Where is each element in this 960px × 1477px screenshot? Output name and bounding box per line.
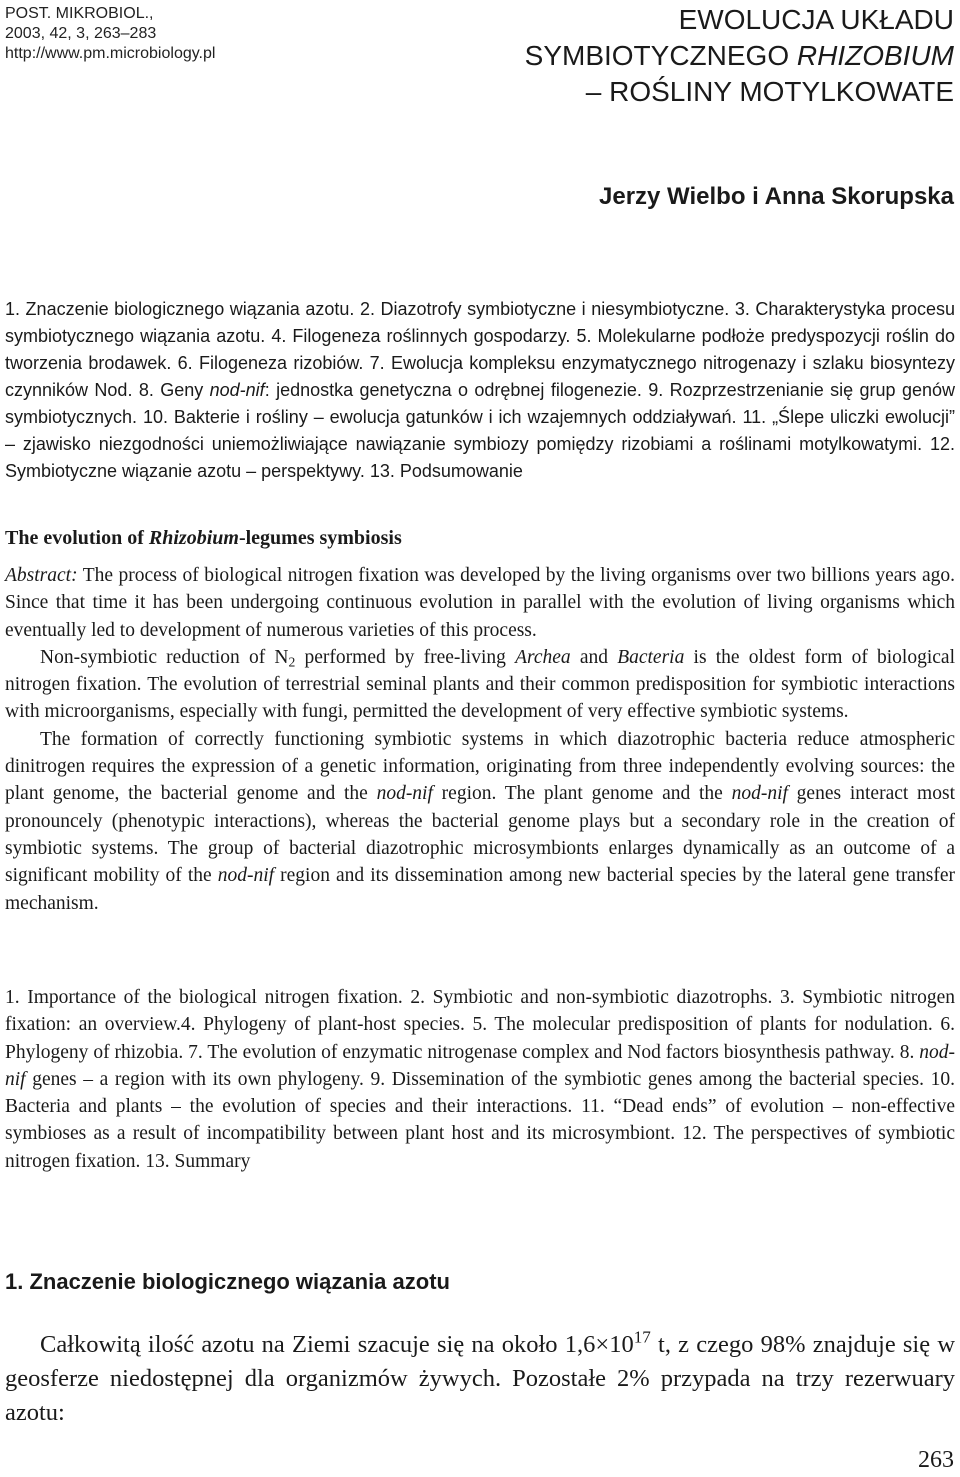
- section-1-body: [5, 1328, 955, 1430]
- abstract-label: Abstract:: [5, 565, 78, 586]
- abstract-p3-d: region and its dissemination among new bacterial species by the lateral gene transfer mechanism.: [5, 865, 956, 914]
- page-number: 263: [918, 1447, 954, 1473]
- english-title: [5, 525, 402, 551]
- abstract-p3-nodnif-1: nod-nif: [376, 783, 433, 805]
- title-line-2: [525, 38, 954, 74]
- journal-url[interactable]: http://www.pm.microbiology.pl: [5, 45, 216, 62]
- english-title-suffix: -legumes symbiosis: [238, 527, 402, 549]
- abstract-p2-a: Non-symbiotic reduction of N: [40, 646, 289, 668]
- title-genus: RHIZOBIUM: [796, 40, 954, 71]
- article-title: [525, 2, 954, 110]
- abstract-p3-nodnif-3: nod-nif: [217, 865, 275, 887]
- abstract-p3-nodnif-2: nod-nif: [731, 783, 788, 805]
- abstract-p2-b: performed by free-living: [295, 646, 516, 668]
- abstract-p1-text: The process of biological nitrogen fixation was developed by the living organisms over two billions years ago. Since that time it has been undergoing continuous evolution in parallel with the evolution of living organisms which eventually led to development of numerous varieties of this process.: [5, 565, 955, 641]
- abstract-p2-bacteria: Bacteria: [617, 646, 685, 668]
- toc-en-part-1: 1. Importance of the biological nitrogen fixation. 2. Symbiotic and non-symbiotic diazotrophs. 3. Symbiotic nitrogen fixation: an overview.4. Phylogeny of plant-host species. 5. The molecular predisposition of plants for nodulation. 6. Phylogeny of rhizobia. 7. The evolution of enzymatic nitrogenase complex and Nod factors biosynthesis pathway. 8.: [5, 987, 955, 1063]
- toc-pl-italic: nod-nif: [209, 380, 265, 400]
- exponent: 17: [633, 1327, 651, 1347]
- abstract: [5, 562, 955, 917]
- section-1-heading: 1. Znaczenie biologicznego wiązania azotu: [5, 1269, 450, 1294]
- subscript-2: 2: [288, 654, 296, 670]
- abstract-p2-d: is the oldest form of biological nitrogen fixation. The evolution of terrestrial seminal plants and their common predisposition for symbiotic interactions with microorganisms, especially with fungi, permitted the development of very effective symbiotic systems.: [5, 646, 955, 723]
- toc-en-italic: nod-nif: [5, 1041, 955, 1090]
- abstract-p2-c: and: [570, 646, 618, 668]
- title-line-2-prefix: SYMBIOTYCZNEGO: [524, 40, 797, 71]
- english-title-genus: Rhizobium: [148, 527, 239, 549]
- section-1-text-b: t, z czego 98% znajduje się w geosferze niedostępnej dla organizmów żywych. Pozostałe 2% przypada na trzy rezerwuary azotu:: [5, 1331, 956, 1426]
- toc-en-part-2: genes – a region with its own phylogeny. 9. Dissemination of the symbiotic genes among the bacterial species. 10. Bacteria and plants – the evolution of species and their interactions. 11. “Dead ends” of evolution – non-effective symbioses as a result of incompatibility between plant host and its microsymbiont. 12. The perspectives of symbiotic nitrogen fixation. 13. Summary: [5, 1068, 955, 1172]
- authors: Jerzy Wielbo i Anna Skorupska: [599, 183, 954, 210]
- abstract-paragraph-3: [5, 726, 955, 917]
- toc-pl-part-2: : jednostka genetyczna o odrębnej filogenezie. 9. Rozprzestrzenianie się grup genów symbiotycznych. 10. Bakterie i rośliny – ewolucja gatunków i ich wzajemnych oddziaływań. 11. „Ślepe uliczki ewolucji” – zjawisko niezgodności uniemożliwiające nawiązanie symbiozy pomiędzy rizobiami a roślinami motylkowatymi. 12. Symbiotyczne wiązanie azotu – perspektywy. 13. Podsumowanie: [5, 380, 955, 481]
- abstract-p3-a: The formation of correctly functioning symbiotic systems in which diazotrophic bacteria reduce atmospheric dinitrogen requires the expression of a genetic information, originating from three independently evolving sources: the plant genome, the bacterial genome and the: [5, 728, 955, 805]
- section-1-text-a: Całkowitą ilość azotu na Ziemi szacuje się na około 1,6×10: [40, 1331, 634, 1358]
- abstract-p3-b: region. The plant genome and the: [432, 783, 732, 805]
- title-line-3: – ROŚLINY MOTYLKOWATE: [585, 76, 954, 107]
- table-of-contents-english: [5, 984, 955, 1175]
- title-line-1: EWOLUCJA UKŁADU: [678, 4, 954, 35]
- english-title-prefix: The evolution of: [5, 527, 149, 549]
- journal-volume: 2003, 42, 3, 263–283: [5, 25, 157, 42]
- journal-citation: [5, 4, 215, 64]
- abstract-paragraph-1: [5, 562, 955, 644]
- abstract-p3-c: genes interact most pronouncely (phenotypic interactions), whereas the bacterial genome plays but a secondary role in the creation of symbiotic systems. The group of bacterial diazotrophic microsymbionts enlarges dynamically as an outcome of a significant mobility of the: [5, 783, 955, 887]
- toc-pl-part-1: 1. Znaczenie biologicznego wiązania azotu. 2. Diazotrofy symbiotyczne i niesymbiotyczne. 3. Charakterystyka procesu symbiotycznego wiązania azotu. 4. Filogeneza roślinnych gospodarzy. 5. Molekularne podłoże predyspozycji roślin do tworzenia brodawek. 6. Filogeneza rizobiów. 7. Ewolucja kompleksu enzymatycznego nitrogenazy i szlaku biosyntezy czynników Nod. 8. Geny: [5, 299, 955, 400]
- section-1-paragraph: [5, 1328, 955, 1430]
- abstract-paragraph-2: [5, 644, 955, 726]
- table-of-contents-polish: [5, 296, 955, 485]
- journal-name: POST. MIKROBIOL.,: [5, 5, 154, 22]
- abstract-p2-archea: Archea: [515, 646, 571, 668]
